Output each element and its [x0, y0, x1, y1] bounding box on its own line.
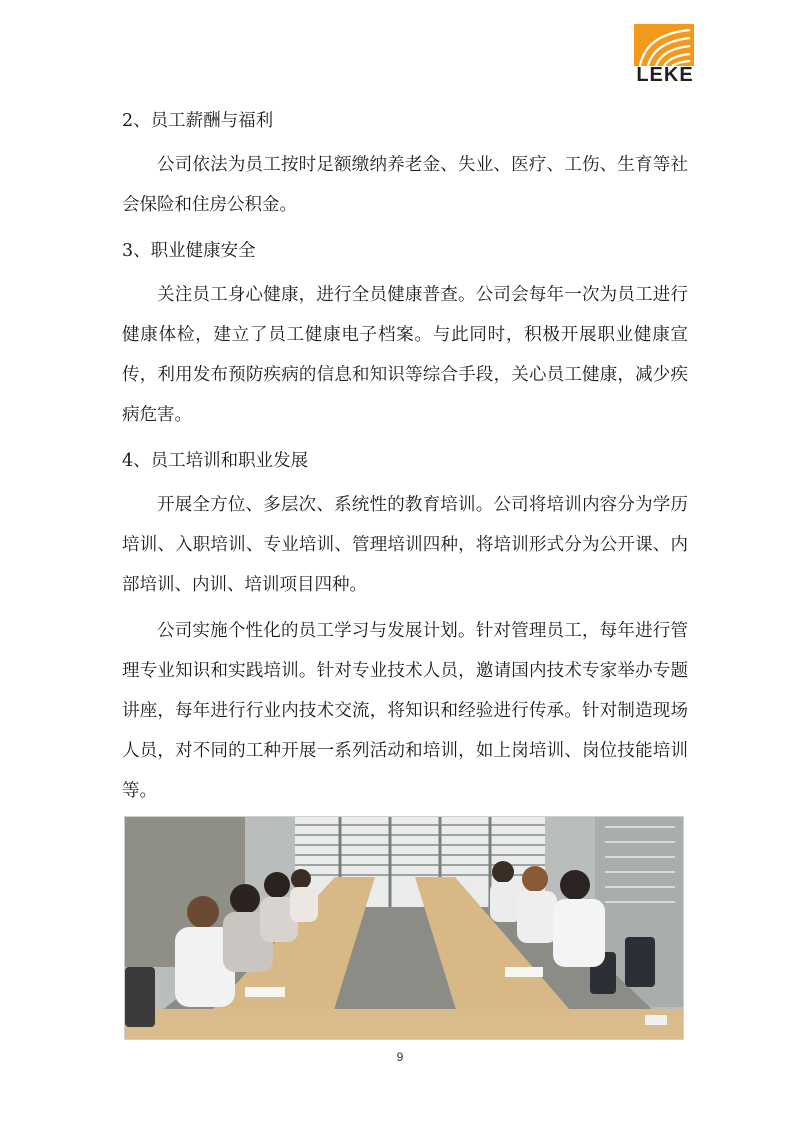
section-heading: 2、员工薪酬与福利: [122, 111, 274, 131]
paragraph: 公司实施个性化的员工学习与发展计划。针对管理员工，每年进行管理专业知识和实践培训。针对专业技术人员，邀请国内技术专家举办专题讲座，每年进行行业内技术交流，将知识和经验进行传承。针对制造现场人员，对不同的工种开展一系列活动和培训，如上岗培训、岗位技能培训等。: [122, 621, 688, 801]
leke-logo-icon: [634, 24, 694, 66]
paragraph: 开展全方位、多层次、系统性的教育培训。公司将培训内容分为学历培训、入职培训、专业培训、管理培训四种，将培训形式分为公开课、内部培训、内训、培训项目四种。: [122, 495, 688, 595]
paragraph: 公司依法为员工按时足额缴纳养老金、失业、医疗、工伤、生育等社会保险和住房公积金。: [122, 155, 688, 215]
paragraph: 关注员工身心健康，进行全员健康普查。公司会每年一次为员工进行健康体检，建立了员工健康电子档案。与此同时，积极开展职业健康宣传，利用发布预防疾病的信息和知识等综合手段，关心员工健康，减少疾病危害。: [122, 285, 688, 425]
section-heading: 4、员工培训和职业发展: [122, 451, 309, 471]
section-health: [122, 231, 688, 435]
logo-text: LEKE: [636, 64, 694, 86]
page-number: 9: [396, 1050, 404, 1064]
section-heading: 3、职业健康安全: [122, 241, 256, 261]
company-logo: [632, 24, 702, 94]
section-salary: [122, 101, 688, 225]
meeting-room-illustration: [125, 817, 683, 1039]
document-body: [122, 101, 688, 817]
training-meeting-photo: [124, 816, 684, 1040]
section-training: [122, 441, 688, 811]
